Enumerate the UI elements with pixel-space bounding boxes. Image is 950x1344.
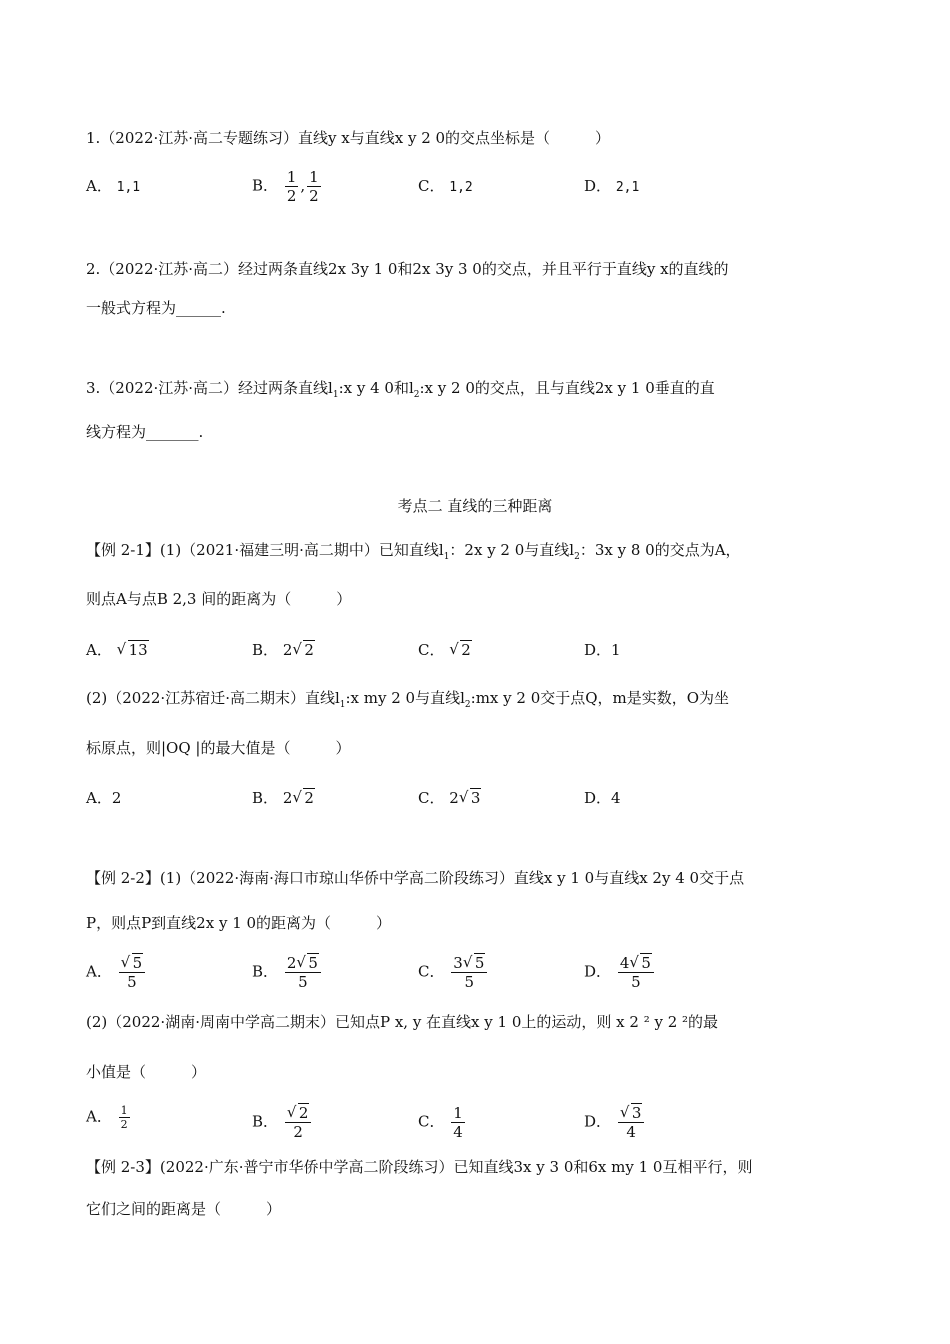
ex22-p2-option-c: C． $\frac{1}{4}$ bbox=[418, 1104, 463, 1141]
q2-line1: 2.（2022·江苏·高二）经过两条直线2x 3y 1 0和2x 3y 3 0的交点，并且平行于直线y x的直线的 bbox=[86, 260, 729, 278]
ex21-p2-option-a: A．2 bbox=[86, 789, 122, 807]
ex21-p2-line1: (2)（2022·江苏宿迁·高二期末）直线$l_1:x$ my 2 0与直线$l_2:mx$ y 2 0交于点Q，m是实数，O为坐 bbox=[86, 689, 730, 710]
ex21-p1-option-d: D．1 bbox=[584, 641, 621, 659]
ex21-p1-line1: 【例 2-1】(1)（2021·福建三明·高二期中）已知直线$l_1$：2x y 2 0与直线$l_2$：3x y 8 0的交点为A， bbox=[86, 541, 741, 562]
ex22-p1-option-a: A． √ $\frac{5}{5}$ bbox=[86, 954, 147, 991]
ex21-p1-option-c: C． √ 2 bbox=[418, 640, 472, 660]
ex22-p1-option-b: B． $\frac{2√ 5}{5}$ bbox=[252, 954, 323, 991]
ex22-p1-option-d: D． $\frac{4√ 5}{5}$ bbox=[584, 954, 656, 991]
ex22-p1-line2: P，则点P到直线2x y 1 0的距离为（ ） bbox=[86, 914, 392, 932]
ex23-line1: 【例 2-3】(2022·广东·普宁市华侨中学高二阶段练习）已知直线3x y 3 0和6x my 1 0互相平行，则 bbox=[86, 1158, 753, 1176]
ex22-p2-line2: 小值是（ ） bbox=[86, 1063, 207, 1081]
ex21-p2-option-b: B． 2√ 2 bbox=[252, 788, 315, 808]
ex22-p2-option-a: A． $\frac{1}{2}$ bbox=[86, 1104, 128, 1131]
q1-option-c: C． 1,2 bbox=[418, 177, 473, 195]
ex21-p1-line2: 则点A与点B 2,3 间的距离为（ ） bbox=[86, 590, 352, 608]
section-title: 考点二 直线的三种距离 bbox=[397, 497, 553, 515]
ex21-p1-option-b: B． 2√ 2 bbox=[252, 640, 315, 660]
q2-line2: 一般式方程为______. bbox=[86, 299, 226, 317]
ex22-p1-option-c: C． $\frac{3√ 5}{5}$ bbox=[418, 954, 489, 991]
ex21-p1-option-a: A． √ 13 bbox=[86, 640, 149, 660]
q1-option-d: D． 2,1 bbox=[584, 177, 640, 195]
ex23-line2: 它们之间的距离是（ ） bbox=[86, 1200, 282, 1218]
q1-option-a: A． 1,1 bbox=[86, 177, 141, 195]
ex21-p2-line2: 标原点，则|OQ |的最大值是（ ） bbox=[86, 739, 351, 757]
q3-line2: 线方程为_______. bbox=[86, 423, 204, 441]
ex21-p2-option-d: D．4 bbox=[584, 789, 621, 807]
q1-option-b: B． $\frac{1}{2}$ , $\frac{1}{2}$ bbox=[252, 168, 319, 205]
q3-line1: 3.（2022·江苏·高二）经过两条直线$l_1:x$ y 4 0和$l_2:x$ y 2 0的交点，且与直线2x y 1 0垂直的直 bbox=[86, 379, 715, 400]
ex22-p2-line1: (2)（2022·湖南·周南中学高二期末）已知点P x, y 在直线x y 1 0上的运动，则 x 2 ² y 2 ²的最 bbox=[86, 1013, 719, 1031]
q1-stem: 1.（2022·江苏·高二专题练习）直线y x与直线x y 2 0的交点坐标是（ ） bbox=[86, 129, 611, 147]
ex22-p2-option-b: B． √ $\frac{2}{2}$ bbox=[252, 1104, 313, 1141]
ex22-p2-option-d: D． √ $\frac{3}{4}$ bbox=[584, 1104, 646, 1141]
ex22-p1-line1: 【例 2-2】(1)（2022·海南·海口市琼山华侨中学高二阶段练习）直线x y 1 0与直线x 2y 4 0交于点 bbox=[86, 869, 745, 887]
ex21-p2-option-c: C． 2√ 3 bbox=[418, 788, 481, 808]
